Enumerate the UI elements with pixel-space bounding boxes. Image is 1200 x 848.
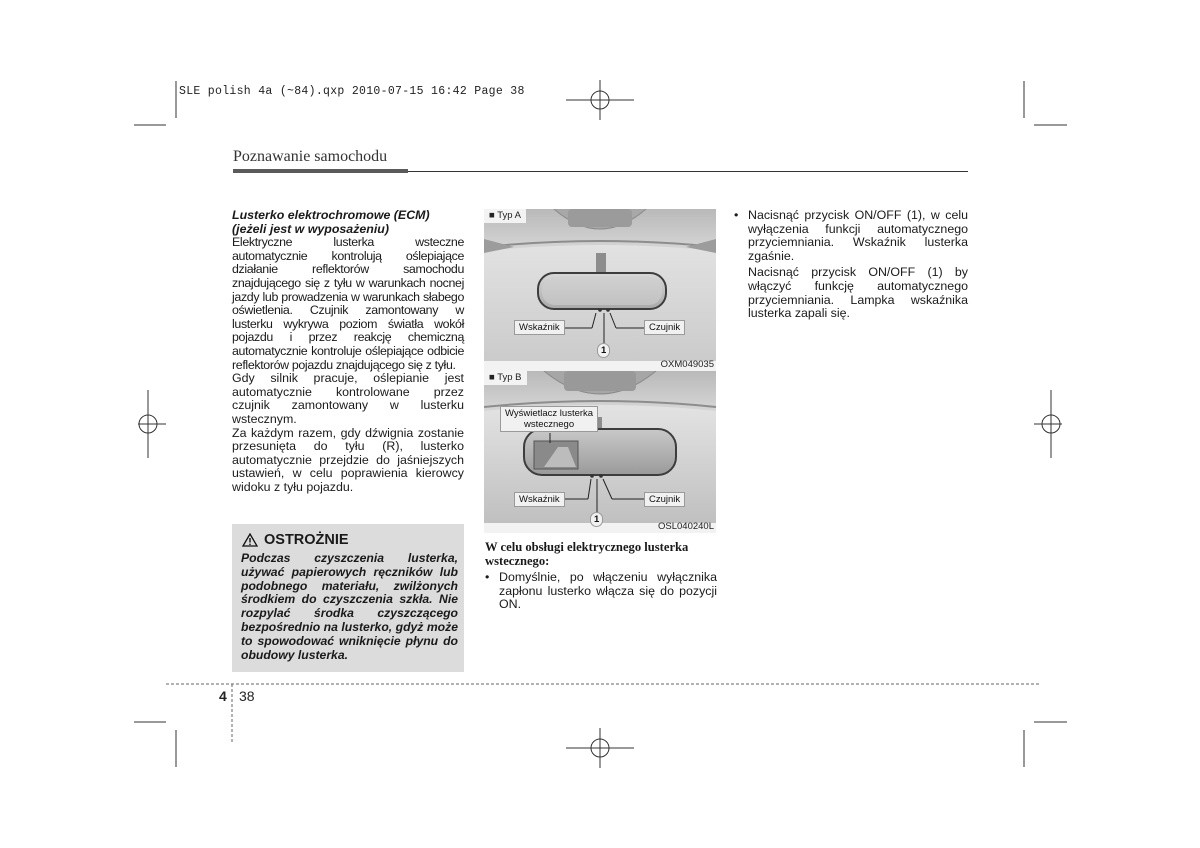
list-item: Nacisnąć przycisk ON/OFF (1) by włączyć funkcję automatycznego przyciemniania. Lampka wskaźnika lusterka zapali się.	[748, 265, 968, 321]
list-item: • Nacisnąć przycisk ON/OFF (1), w celu wyłączenia funkcji automatycznego przyciemniania. Wskaźnik lusterka zgaśnie.	[734, 208, 968, 263]
bullet-icon: •	[485, 570, 490, 584]
warning-triangle-icon	[242, 533, 258, 547]
callout-indicator: Wskaźnik	[514, 320, 565, 335]
callout-number: 1	[590, 512, 603, 527]
paragraph: Gdy silnik pracuje, oślepianie jest automatycznie kontrolowane przez czujnik zamontowany w lusterku wstecznym.	[232, 371, 464, 426]
middle-column	[485, 540, 717, 612]
callout-indicator: Wskaźnik	[514, 492, 565, 507]
left-column	[232, 209, 464, 494]
paragraph: Elektryczne lusterka wsteczne automatycznie kontrolują oślepiające działanie reflektorów samochodu znajdującego się z tyłu w warunkach nocnej jazdy lub prowadzenia w warunkach słabego oświetlenia. Czujnik zamontowany w lusterku wykrywa poziom światła wokół pojazdu i przez reakcję chemiczną automatycznie kontroluje oślepiające odbicie reflektorów pojazdu znajdującego się z tyłu.	[232, 235, 464, 372]
caution-box	[232, 524, 464, 672]
print-slug: SLE polish 4a (~84).qxp 2010-07-15 16:42 Page 38	[179, 85, 525, 98]
title-bar	[233, 169, 408, 173]
bullet-icon: •	[734, 208, 739, 222]
section-subheading: Lusterko elektrochromowe (ECM) (jeżeli jest w wyposażeniu)	[232, 208, 430, 236]
list-item: • Domyślnie, po włączeniu wyłącznika zapłonu lusterko włącza się do pozycji ON.	[485, 570, 717, 612]
mirror-illustration-b	[484, 371, 716, 533]
figure-type-b	[484, 371, 716, 533]
callout-mirror-display: Wyświetlacz lusterka wstecznego	[500, 406, 598, 432]
page-title: Poznawanie samochodu	[233, 148, 388, 165]
title-rule	[408, 171, 968, 172]
figure-code: OXM049035	[660, 359, 714, 370]
figure-type-a	[484, 209, 716, 371]
figure-label: ■ Typ B	[484, 371, 527, 385]
chapter-number: 4	[219, 688, 227, 704]
figure-label: ■ Typ A	[484, 209, 526, 223]
callout-sensor: Czujnik	[644, 492, 685, 507]
caution-heading: OSTROŻNIE	[242, 532, 349, 548]
right-column	[734, 209, 968, 321]
caution-text: Podczas czyszczenia lusterka, używać papierowych ręczników lub podobnego materiału, zwilżonych środkiem do czyszczenia szkła. Nie rozpylać środka czyszczącego bezpośrednio na lusterko, gdyż może to spowodować wniknięcie płynu do obudowy lusterka.	[241, 551, 458, 662]
callout-number: 1	[597, 343, 610, 358]
paragraph: Za każdym razem, gdy dźwignia zostanie przesunięta do tyłu (R), lusterko automatycznie przejdzie do jaśniejszych ustawień, w celu poprawienia kierowcy widoku z tyłu pojazdu.	[232, 425, 464, 494]
figure-code: OSL040240L	[658, 521, 714, 532]
page-number: 38	[239, 688, 255, 704]
callout-sensor: Czujnik	[644, 320, 685, 335]
instruction-heading: W celu obsługi elektrycznego lusterka wstecznego:	[485, 540, 689, 568]
